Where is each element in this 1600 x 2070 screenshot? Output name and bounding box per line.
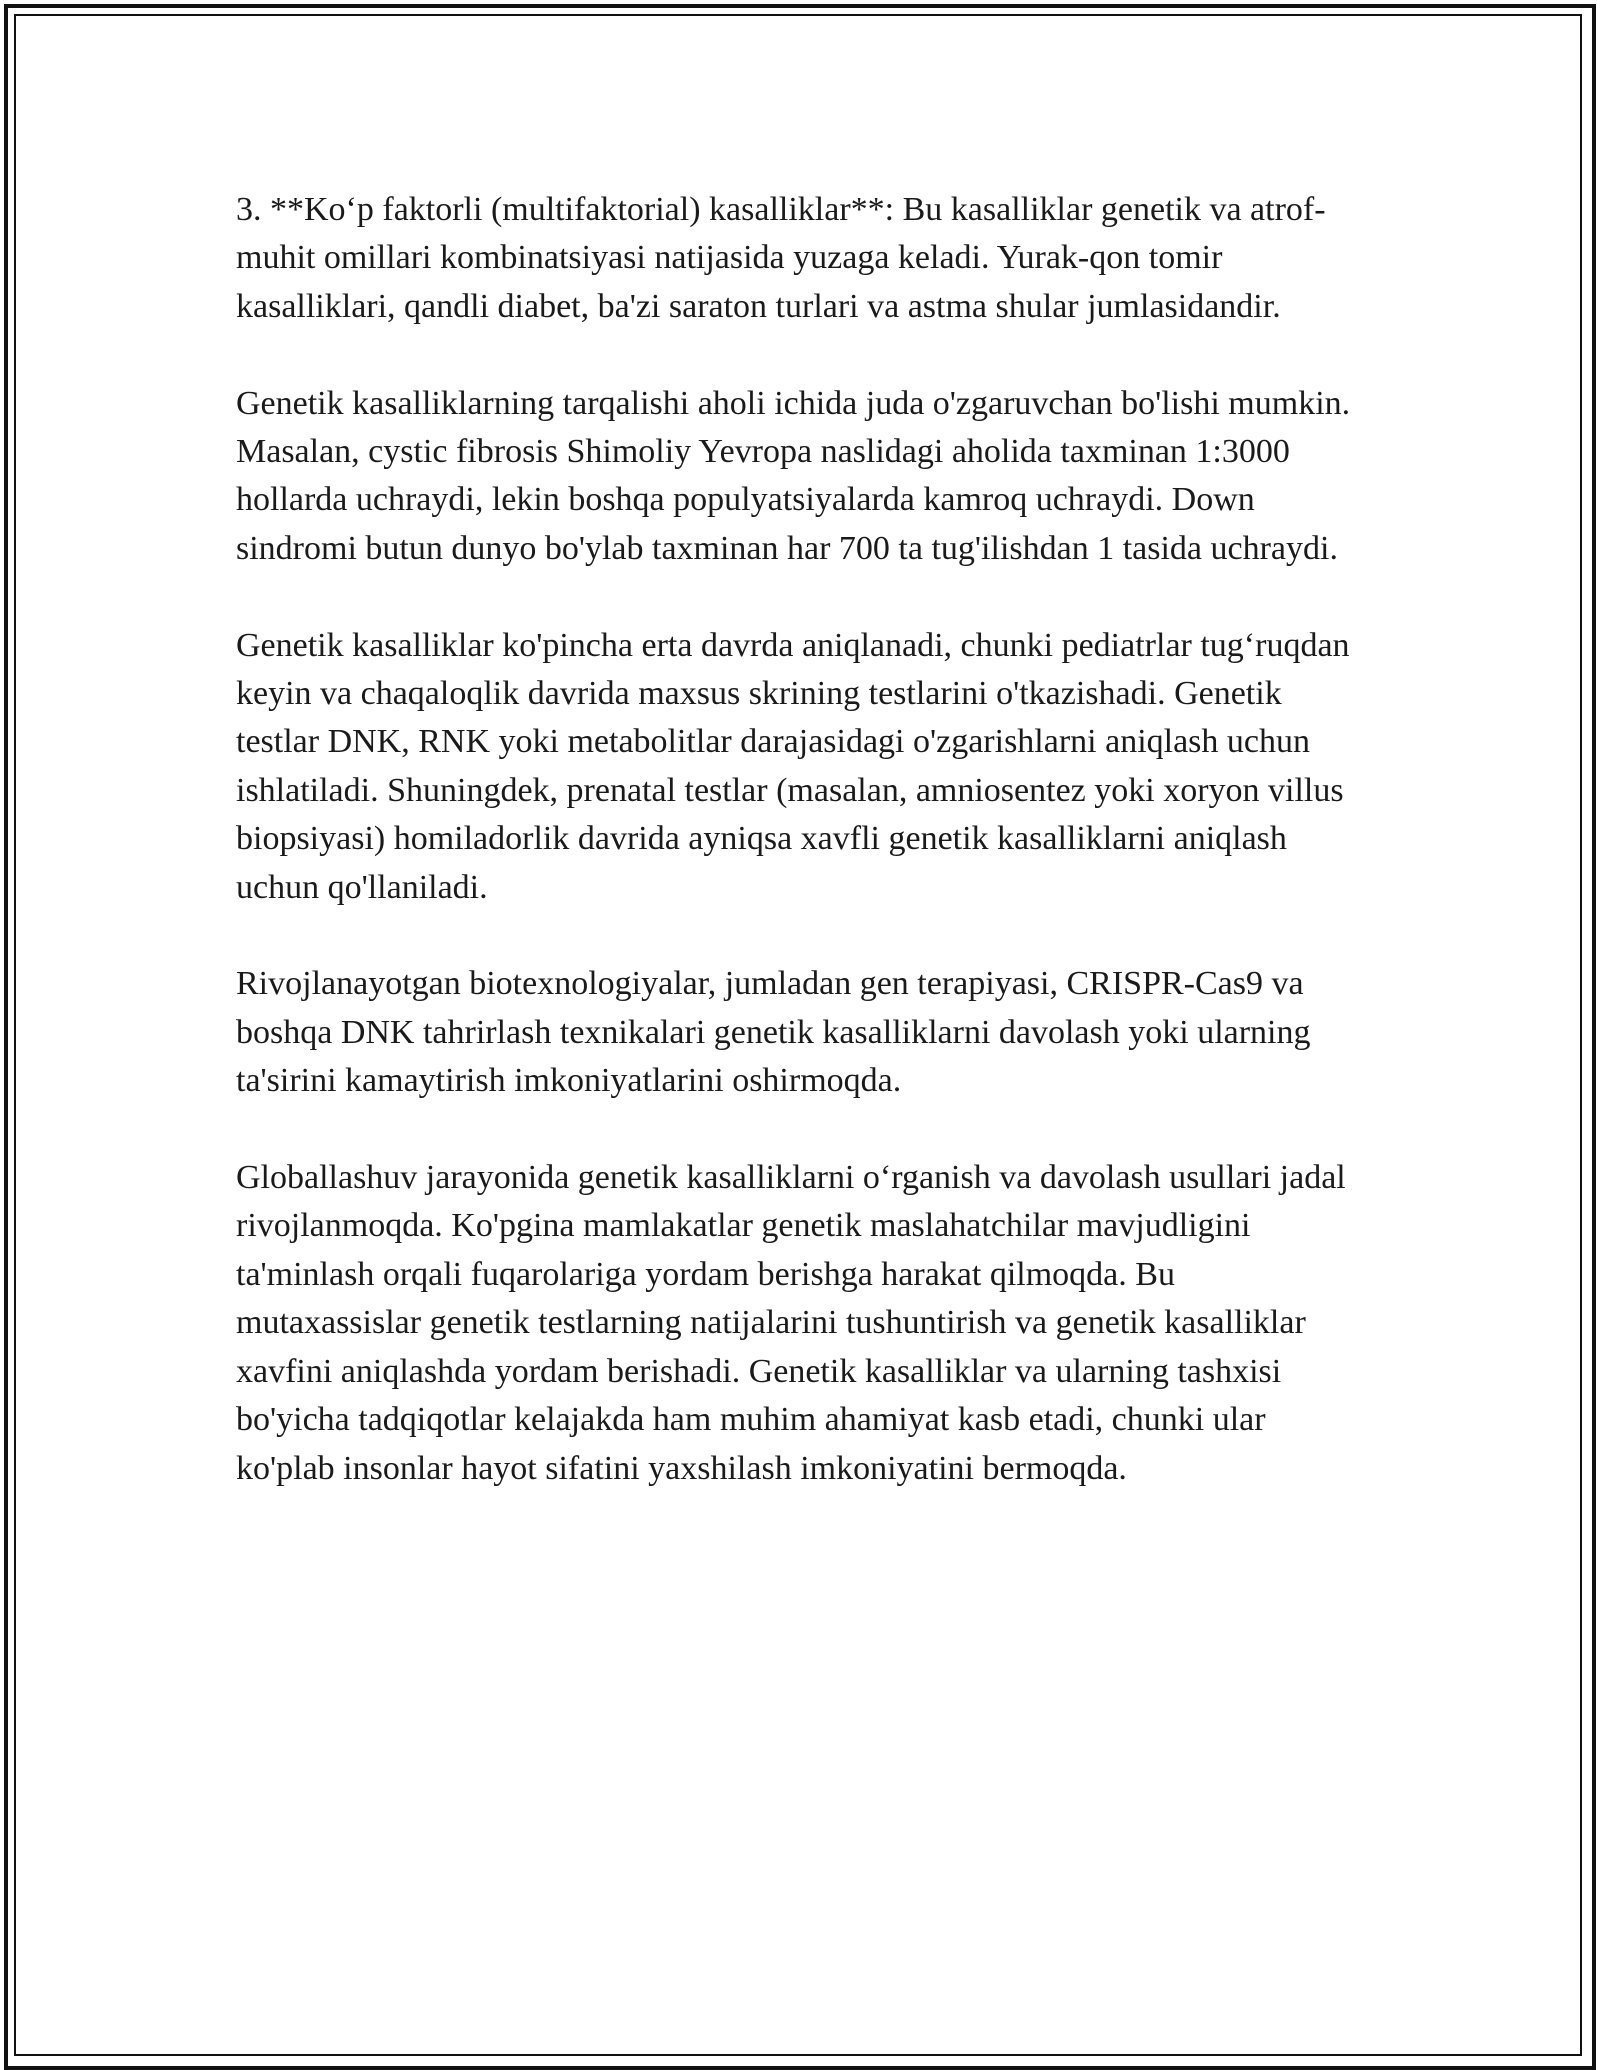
paragraph-biotechnologies: Rivojlanayotgan biotexnologiyalar, jumladan gen terapiyasi, CRISPR-Cas9 va boshqa DNK tahrirlash texnikalari genetik kasalliklarni davolash yoki ularning ta'sirini kamaytirish imkoniyatlarini oshirmoqda. xyxy=(236,965,1311,1100)
paragraph-prevalence: Genetik kasalliklarning tarqalishi aholi ichida juda o'zgaruvchan bo'lishi mumkin. Masalan, cystic fibrosis Shimoliy Yevropa naslidagi aholida taxminan 1:3000 hollarda uchraydi, lekin boshqa populyatsiyalarda kamroq uchraydi. Down sindromi butun dunyo bo'ylab taxminan har 700 ta tug'ilishdan 1 tasida uchraydi. xyxy=(236,384,1351,567)
paragraph-multifactorial-diseases: 3. **Ko‘p faktorli (multifaktorial) kasalliklar**: Bu kasalliklar genetik va atrof-muhit omillari kombinatsiyasi natijasida yuzaga keladi. Yurak-qon tomir kasalliklari, qandli diabet, ba'zi saraton turlari va astma shular jumlasidandir. xyxy=(236,191,1326,325)
paragraph-globalization: Globallashuv jarayonida genetik kasalliklarni o‘rganish va davolash usullari jadal rivojlanmoqda. Ko'pgina mamlakatlar genetik maslahatchilar mavjudligini ta'minlash orqali fuqarolariga yordam berishga harakat qilmoqda. Bu mutaxassislar genetik testlarning natijalarini tushuntirish va genetik kasalliklar xavfini aniqlashda yordam berishadi. Genetik kasalliklar va ularning tashxisi bo'yicha tadqiqotlar kelajakda ham muhim ahamiyat kasb etadi, chunki ular ko'plab insonlar hayot sifatini yaxshilash imkoniyatini bermoqda. xyxy=(236,1159,1346,1487)
document-body xyxy=(236,186,1366,1541)
paragraph-diagnosis: Genetik kasalliklar ko'pincha erta davrda aniqlanadi, chunki pediatrlar tug‘ruqdan keyin va chaqaloqlik davrida maxsus skrining testlarini o'tkazishadi. Genetik testlar DNK, RNK yoki metabolitlar darajasidagi o'zgarishlarni aniqlash uchun ishlatiladi. Shuningdek, prenatal testlar (masalan, amniosentez yoki xoryon villus biopsiyasi) homiladorlik davrida ayniqsa xavfli genetik kasalliklarni aniqlash uchun qo'llaniladi. xyxy=(236,626,1350,906)
